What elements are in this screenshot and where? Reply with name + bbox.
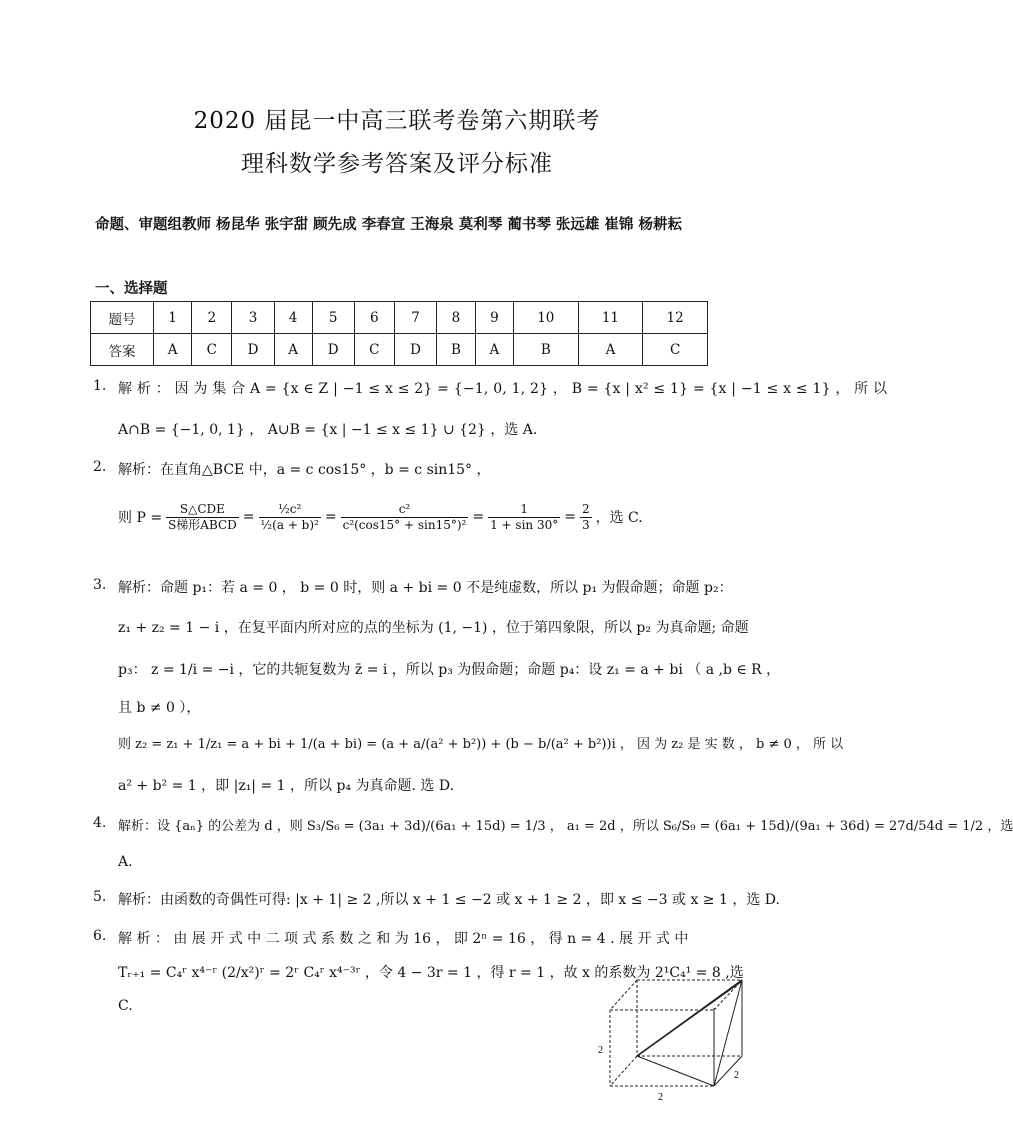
solution-4-line-1: 解析：设 {aₙ} 的公差为 d ，则 S₃/S₆ = (3a₁ + 3d)/(6a₁ + 15d) = 1/3 ， a₁ = 2d ，所以 S₆/S₉ = (6a₁ + 15d)/(9a₁ + 36d) = 27d/54d = 1/2 ，选: [118, 819, 1013, 834]
edge-label: 2: [658, 1092, 663, 1103]
edge-label: 2: [734, 1070, 739, 1081]
table-cell: 12: [643, 302, 708, 334]
numerator: 1: [488, 502, 560, 518]
table-cell: 5: [312, 302, 354, 334]
solution-3-line-5: 则 z₂ = z₁ + 1/z₁ = a + bi + 1/(a + bi) = (a + a/(a² + b²)) + (b − b/(a² + b²))i ， 因 为 z₂ 是 实 数 ， b ≠ 0 ， 所 以: [118, 737, 844, 752]
numerator: 2: [581, 501, 590, 516]
formula-prefix: 则 P =: [118, 510, 163, 526]
denominator: ½(a + b)²: [260, 517, 319, 532]
denominator: c²(cos15° + sin15°)²: [342, 517, 467, 532]
table-cell: 10: [514, 302, 579, 334]
table-cell: 11: [578, 302, 643, 334]
table-cell: 2: [192, 302, 232, 334]
table-cell: 9: [475, 302, 513, 334]
fraction: [341, 502, 469, 533]
staff-list: 命题、审题组教师 杨昆华 张宇甜 顾先成 李春宣 王海泉 莫利琴 蔺书琴 张远雄 崔锦 杨耕耘: [95, 217, 682, 233]
table-cell: D: [312, 334, 354, 366]
numerator: ½c²: [259, 502, 321, 518]
solution-1-line-2: A∩B = {−1, 0, 1} ， A∪B = {x | −1 ≤ x ≤ 1} ∪ {2} ，选 A.: [118, 422, 538, 438]
fraction: [259, 502, 321, 533]
denominator: S梯形ABCD: [168, 517, 237, 532]
table-cell: 6: [354, 302, 394, 334]
solution-3-line-1: 解析：命题 p₁：若 a = 0 ， b = 0 时，则 a + bi = 0 不是纯虚数，所以 p₁ 为假命题；命题 p₂：: [118, 580, 733, 596]
solution-5-line-1: 解析：由函数的奇偶性可得: |x + 1| ≥ 2 ,所以 x + 1 ≤ −2 或 x + 1 ≥ 2 ，即 x ≤ −3 或 x ≥ 1 ，选 D.: [118, 892, 780, 908]
table-cell: D: [232, 334, 274, 366]
solution-4-line-2: A.: [118, 854, 133, 870]
section-heading: 一、选择题: [95, 281, 168, 297]
table-cell: A: [274, 334, 312, 366]
solution-3-line-6: a² + b² = 1 ，即 |z₁| = 1 ，所以 p₄ 为真命题. 选 D.: [118, 778, 455, 794]
table-row: [91, 334, 708, 366]
denominator: 3: [581, 517, 590, 532]
table-cell: C: [192, 334, 232, 366]
table-cell: 1: [154, 302, 192, 334]
table-row: [91, 302, 708, 334]
fraction: [580, 502, 592, 533]
solution-number: 5.: [93, 889, 107, 905]
table-cell: C: [643, 334, 708, 366]
answer-table: [90, 301, 708, 366]
solution-3-line-2: z₁ + z₂ = 1 − i ，在复平面内所对应的点的坐标为 (1, −1) ，位于第四象限，所以 p₂ 为真命题; 命题: [118, 620, 749, 636]
exam-title: 2020 届昆一中高三联考卷第六期联考: [193, 108, 601, 134]
numerator: c²: [341, 502, 469, 518]
table-cell: A: [578, 334, 643, 366]
solution-1-line-1: 解 析 ： 因 为 集 合 A = {x ∈ Z | −1 ≤ x ≤ 2} = {−1, 0, 1, 2} ， B = {x | x² ≤ 1} = {x | −1 ≤ x ≤ 1} ， 所 以: [118, 381, 888, 397]
table-cell: A: [154, 334, 192, 366]
fraction: [166, 502, 239, 533]
solution-3-line-4: 且 b ≠ 0 ），: [118, 700, 201, 716]
formula-suffix: ，选 C.: [595, 510, 643, 526]
fraction: [488, 502, 560, 533]
solution-6-line-3: C.: [118, 998, 133, 1014]
table-cell: 7: [395, 302, 437, 334]
row-label: 答案: [91, 334, 154, 366]
table-cell: 4: [274, 302, 312, 334]
solution-number: 6.: [93, 928, 107, 944]
cube-figure: [592, 978, 757, 1103]
solution-number: 1.: [93, 378, 107, 394]
table-cell: A: [475, 334, 513, 366]
table-cell: D: [395, 334, 437, 366]
table-cell: B: [437, 334, 476, 366]
solution-6-line-1: 解 析 ： 由 展 开 式 中 二 项 式 系 数 之 和 为 16 ， 即 2ⁿ = 16 ， 得 n = 4 . 展 开 式 中: [118, 931, 689, 947]
solution-2-formula: 则 P = $\frac{\text{S△CDE}}{\text{S梯形ABCD}}$ = $\frac{\text{½c²}}{\text{½(a + b)²}}$ = $\frac{\text{c²}}{\text{c²(cos15° + sin15°)²}}$ = $\frac{1}{1 + \sin 30^\circ}$ = $\frac{2}{3}$ ，选 C.: [118, 501, 643, 532]
solution-number: 2.: [93, 459, 107, 475]
solution-2-line-1: 解析：在直角△BCE 中，a = c cos15° ，b = c sin15° ，: [118, 462, 491, 478]
edge-label: 2: [598, 1045, 603, 1056]
table-cell: B: [514, 334, 579, 366]
table-cell: 8: [437, 302, 476, 334]
solution-6-line-2: Tᵣ₊₁ = C₄ʳ x⁴⁻ʳ (2/x²)ʳ = 2ʳ C₄ʳ x⁴⁻³ʳ ，令 4 − 3r = 1 ，得 r = 1 ，故 x 的系数为 2¹C₄¹ = 8 ,选: [118, 965, 744, 981]
solution-number: 3.: [93, 577, 107, 593]
table-cell: C: [354, 334, 394, 366]
table-cell: 3: [232, 302, 274, 334]
row-label: 题号: [91, 302, 154, 334]
numerator: S△CDE: [166, 502, 239, 518]
denominator: 1 + sin 30°: [490, 517, 559, 532]
exam-subtitle: 理科数学参考答案及评分标准: [241, 151, 553, 177]
solution-3-line-3: p₃： z = 1/i = −i ，它的共轭复数为 z̄ = i ，所以 p₃ 为假命题；命题 p₄：设 z₁ = a + bi （ a ,b ∈ R ，: [118, 662, 781, 678]
solution-number: 4.: [93, 815, 107, 831]
